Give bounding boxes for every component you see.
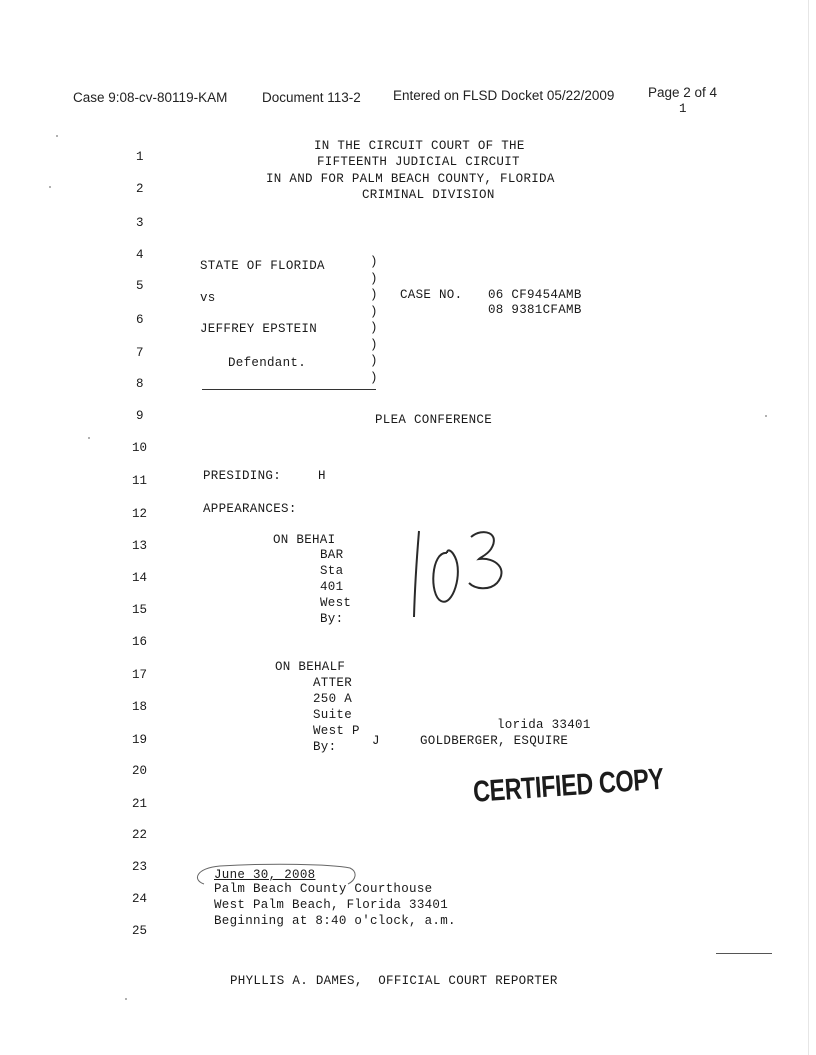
- state-counsel-line: 401: [320, 580, 344, 594]
- state-counsel-line: West: [320, 596, 352, 610]
- session-location: Palm Beach County Courthouse: [214, 882, 433, 896]
- line-number: 9: [136, 409, 144, 423]
- proceeding-title: PLEA CONFERENCE: [375, 413, 493, 427]
- defense-counsel-line: 250 A: [313, 692, 353, 706]
- filing-entered-date: Entered on FLSD Docket 05/22/2009: [393, 88, 615, 103]
- case-number-1: 06 CF9454AMB: [488, 288, 582, 302]
- session-city: West Palm Beach, Florida 33401: [214, 898, 449, 912]
- line-number: 11: [132, 474, 148, 488]
- transcript-page-number: 1: [679, 102, 687, 116]
- scan-edge-right: [808, 0, 809, 1055]
- caption-versus: vs: [200, 291, 216, 305]
- caption-defendant: JEFFREY EPSTEIN: [200, 322, 318, 336]
- scan-speck: [88, 437, 90, 439]
- filing-page-number: Page 2 of 4: [648, 85, 718, 100]
- line-number: 16: [132, 635, 148, 649]
- court-heading-line-4: CRIMINAL DIVISION: [362, 188, 495, 202]
- case-number-2: 08 9381CFAMB: [488, 303, 582, 317]
- line-number: 21: [132, 797, 148, 811]
- defense-attorney-prefix: J: [372, 734, 380, 748]
- line-number: 18: [132, 700, 148, 714]
- defense-address-tail: lorida 33401: [497, 718, 591, 732]
- presiding-label: PRESIDING:: [203, 469, 282, 483]
- session-date: June 30, 2008: [214, 868, 316, 882]
- line-number: 3: [136, 216, 144, 230]
- line-number: 4: [136, 248, 144, 262]
- caption-brackets: ) ) ) ) ) ) ) ): [370, 255, 378, 385]
- appearances-label: APPEARANCES:: [203, 502, 297, 516]
- session-time: Beginning at 8:40 o'clock, a.m.: [214, 914, 456, 928]
- line-number: 1: [136, 150, 144, 164]
- state-counsel-line: By:: [320, 612, 344, 626]
- defense-counsel-line: ATTER: [313, 676, 353, 690]
- court-heading-line-3: IN AND FOR PALM BEACH COUNTY, FLORIDA: [266, 172, 555, 186]
- scan-speck: [49, 186, 51, 188]
- line-number: 2: [136, 182, 144, 196]
- line-number: 12: [132, 507, 148, 521]
- court-heading-line-1: IN THE CIRCUIT COURT OF THE: [314, 139, 525, 153]
- line-number: 8: [136, 377, 144, 391]
- line-number: 6: [136, 313, 144, 327]
- defense-counsel-heading: ON BEHALF: [275, 660, 346, 674]
- state-counsel-heading: ON BEHAI: [273, 533, 336, 547]
- defense-counsel-line: By:: [313, 740, 337, 754]
- line-number: 10: [132, 441, 148, 455]
- line-number: 24: [132, 892, 148, 906]
- line-number: 23: [132, 860, 148, 874]
- caption-plaintiff: STATE OF FLORIDA: [200, 259, 325, 273]
- handwritten-annotation: [405, 525, 517, 625]
- line-number: 13: [132, 539, 148, 553]
- case-number-label: CASE NO.: [400, 288, 463, 302]
- state-counsel-line: Sta: [320, 564, 344, 578]
- line-number: 25: [132, 924, 148, 938]
- state-counsel-line: BAR: [320, 548, 344, 562]
- defense-counsel-line: Suite: [313, 708, 353, 722]
- line-number: 15: [132, 603, 148, 617]
- caption-underline: [202, 389, 376, 390]
- presiding-value: H: [318, 469, 326, 483]
- filing-case-number: Case 9:08-cv-80119-KAM: [73, 90, 228, 105]
- caption-defendant-label: Defendant.: [228, 356, 307, 370]
- scan-speck: [125, 998, 127, 1000]
- court-heading-line-2: FIFTEENTH JUDICIAL CIRCUIT: [317, 155, 520, 169]
- line-number: 17: [132, 668, 148, 682]
- line-number: 22: [132, 828, 148, 842]
- scan-speck: [56, 135, 58, 137]
- line-number: 14: [132, 571, 148, 585]
- line-number: 7: [136, 346, 144, 360]
- margin-dash: [716, 953, 772, 954]
- line-number: 5: [136, 279, 144, 293]
- scan-speck: [765, 415, 767, 417]
- line-number: 19: [132, 733, 148, 747]
- court-reporter-footer: PHYLLIS A. DAMES, OFFICIAL COURT REPORTER: [230, 974, 558, 988]
- defense-counsel-line: West P: [313, 724, 360, 738]
- defense-attorney-tail: GOLDBERGER, ESQUIRE: [420, 734, 569, 748]
- certified-copy-stamp: CERTIFIED COPY: [472, 762, 665, 809]
- filing-document-number: Document 113-2: [262, 90, 361, 105]
- line-number: 20: [132, 764, 148, 778]
